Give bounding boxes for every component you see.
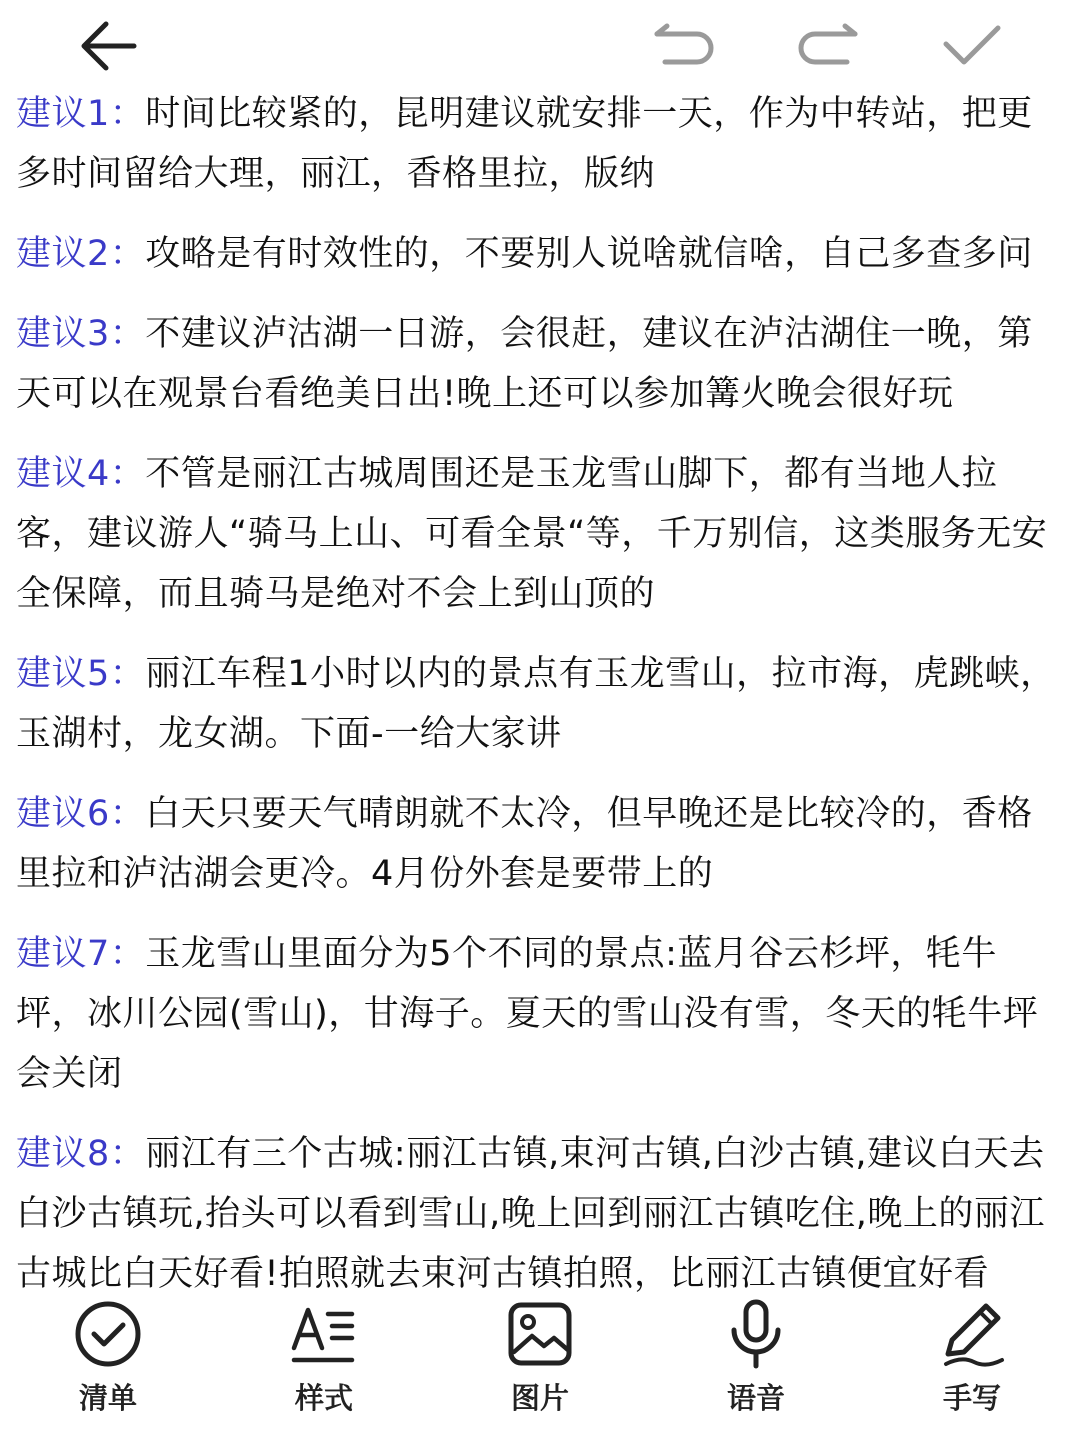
note-label: 建议4	[16, 454, 110, 494]
note-paragraph	[16, 304, 1064, 424]
checklist-button[interactable]	[18, 1296, 198, 1440]
note-text: 丽江车程1小时以内的景点有玉龙雪山，拉市海，虎跳峡，玉湖村，龙女湖。下面-一给大家讲	[16, 654, 1056, 754]
note-paragraph	[16, 644, 1064, 764]
note-text: 玉龙雪山里面分为5个不同的景点:蓝月谷云杉坪，牦牛坪，冰川公园(雪山)，甘海子。夏天的雪山没有雪，冬天的牦牛坪会关闭	[16, 934, 1039, 1094]
image-label: 图片	[510, 1381, 569, 1415]
note-label: 建议1	[16, 94, 110, 134]
image-icon	[504, 1298, 576, 1370]
note-separator: ：	[109, 234, 146, 274]
style-button[interactable]	[234, 1296, 414, 1440]
handwrite-label: 手写	[942, 1381, 1001, 1415]
note-paragraph	[16, 1124, 1064, 1294]
note-label: 建议5	[16, 654, 110, 694]
arrow-left-icon	[76, 16, 140, 76]
note-label: 建议7	[16, 934, 110, 974]
note-separator: ：	[109, 1134, 146, 1174]
style-label: 样式	[294, 1381, 353, 1415]
note-text: 不建议泸沽湖一日游，会很赶，建议在泸沽湖住一晚，第天可以在观景台看绝美日出!晚上还可以参加篝火晚会很好玩	[16, 314, 1033, 414]
microphone-icon	[720, 1298, 792, 1370]
note-paragraph	[16, 84, 1064, 204]
done-button[interactable]	[936, 14, 1008, 78]
note-paragraph	[16, 784, 1064, 904]
note-separator: ：	[109, 454, 146, 494]
pen-icon	[936, 1298, 1008, 1370]
checkmark-icon	[940, 22, 1004, 70]
note-paragraph	[16, 924, 1064, 1104]
note-label: 建议3	[16, 314, 110, 354]
checklist-circle-icon	[72, 1298, 144, 1370]
note-label: 建议2	[16, 234, 110, 274]
voice-label: 语音	[726, 1381, 785, 1415]
text-style-icon	[288, 1298, 360, 1370]
note-separator: ：	[109, 654, 146, 694]
note-label: 建议6	[16, 794, 110, 834]
voice-button[interactable]	[666, 1296, 846, 1440]
note-text: 时间比较紧的，昆明建议就安排一天，作为中转站，把更多时间留给大理，丽江，香格里拉，版纳	[16, 94, 1033, 194]
note-text: 攻略是有时效性的，不要别人说啥就信啥，自己多查多问	[145, 234, 1033, 274]
note-separator: ：	[109, 94, 146, 134]
note-separator: ：	[109, 934, 146, 974]
checklist-label: 清单	[78, 1381, 137, 1415]
handwrite-button[interactable]	[882, 1296, 1062, 1440]
redo-button[interactable]	[792, 14, 864, 78]
note-separator: ：	[109, 794, 146, 834]
undo-button[interactable]	[648, 14, 720, 78]
top-bar	[0, 0, 1080, 88]
redo-icon	[795, 22, 861, 70]
note-separator: ：	[109, 314, 146, 354]
note-text: 白天只要天气晴朗就不太冷，但早晚还是比较冷的，香格里拉和泸沽湖会更冷。4月份外套是要带上的	[16, 794, 1033, 894]
image-button[interactable]	[450, 1296, 630, 1440]
back-button[interactable]	[72, 14, 144, 78]
note-paragraph	[16, 444, 1064, 624]
note-body[interactable]	[16, 84, 1064, 1294]
undo-icon	[651, 22, 717, 70]
note-label: 建议8	[16, 1134, 110, 1174]
bottom-toolbar	[0, 1296, 1080, 1440]
note-text: 丽江有三个古城:丽江古镇,束河古镇,白沙古镇,建议白天去白沙古镇玩,抬头可以看到雪山,晚上回到丽江古镇吃住,晚上的丽江古城比白天好看!拍照就去束河古镇拍照，比丽江古镇便宜好看	[16, 1134, 1045, 1294]
note-paragraph	[16, 224, 1064, 284]
note-text: 不管是丽江古城周围还是玉龙雪山脚下，都有当地人拉客，建议游人“骑马上山、可看全景“等，千万别信，这类服务无安全保障，而且骑马是绝对不会上到山顶的	[16, 454, 1048, 614]
